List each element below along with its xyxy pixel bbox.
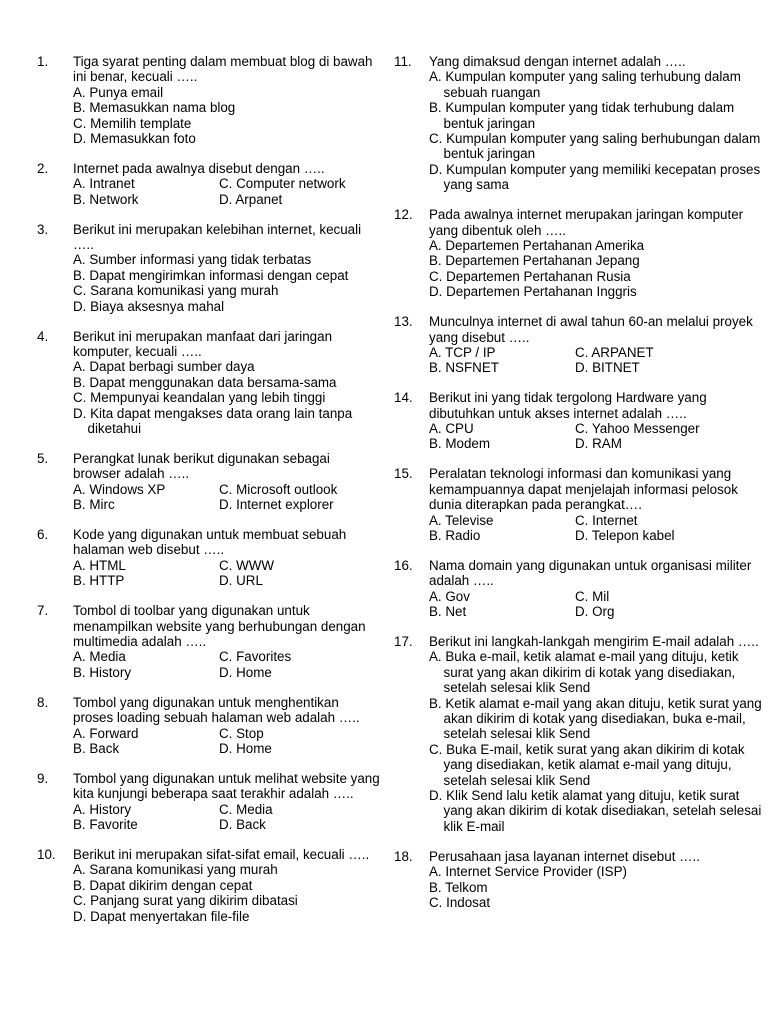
answer-option: B. Dapat mengirimkan informasi dengan cepat xyxy=(73,267,349,283)
question-number: 2. xyxy=(37,160,49,176)
question-stem: Peralatan teknologi informasi dan komunikasi yang kemampuannya dapat menjelajah informasi pelosok dunia diterapkan pada perangkat…. xyxy=(429,466,738,513)
question-number: 3. xyxy=(37,221,49,237)
question-item xyxy=(0,847,380,924)
answer-option: B. NSFNET xyxy=(429,360,499,376)
question-number: 7. xyxy=(37,603,49,619)
answer-option: A. Intranet xyxy=(73,176,135,192)
answer-option: D. Home xyxy=(219,664,272,680)
answer-options xyxy=(73,482,380,513)
question-item xyxy=(0,54,380,146)
answer-option: D. Home xyxy=(219,740,272,756)
question-item xyxy=(394,849,768,911)
answer-option: A. Departemen Pertahanan Amerika xyxy=(429,237,645,253)
answer-option: C. Indosat xyxy=(429,895,491,910)
answer-option: D. RAM xyxy=(575,436,622,452)
answer-option: C. ARPANET xyxy=(575,344,654,360)
question-item xyxy=(394,207,768,299)
answer-option: C. Stop xyxy=(219,725,264,741)
question-number: 17. xyxy=(394,634,413,649)
answer-options xyxy=(73,558,380,589)
answer-option: C. Microsoft outlook xyxy=(219,481,338,497)
answer-option: A. Punya email xyxy=(73,84,164,100)
answer-option: A. Kumpulan komputer yang saling terhubung dalam sebuah ruangan xyxy=(429,69,741,100)
question-number: 5. xyxy=(37,450,49,466)
question-number: 15. xyxy=(394,466,413,482)
answer-option: D. Biaya aksesnya mahal xyxy=(73,298,225,314)
answer-option: B. Telkom xyxy=(429,879,488,895)
answer-options xyxy=(73,176,380,207)
answer-option: A. Media xyxy=(73,649,126,665)
question-stem: Tiga syarat penting dalam membuat blog di bawah ini benar, kecuali ….. xyxy=(73,54,373,85)
answer-option: A. Gov xyxy=(429,588,470,604)
answer-option: A. Sarana komunikasi yang murah xyxy=(73,862,278,878)
answer-option: C. Mil xyxy=(575,588,610,604)
answer-option: A. Televise xyxy=(429,512,494,528)
answer-option: D. Dapat menyertakan file-file xyxy=(73,908,250,924)
answer-options xyxy=(429,238,768,300)
question-stem: Pada awalnya internet merupakan jaringan komputer yang dibentuk oleh ….. xyxy=(429,207,744,238)
answer-option: C. Kumpulan komputer yang saling berhubungan dalam bentuk jaringan xyxy=(429,131,761,162)
answer-option: B. Memasukkan nama blog xyxy=(73,100,236,116)
answer-option: B. Dapat dikirim dengan cepat xyxy=(73,877,253,893)
question-number: 18. xyxy=(394,848,413,864)
answer-option: B. Network xyxy=(73,191,139,207)
answer-options xyxy=(429,421,768,452)
question-stem: Perusahaan jasa layanan internet disebut ….. xyxy=(429,848,700,864)
answer-options xyxy=(73,85,380,147)
answer-option: B. Kumpulan komputer yang tidak terhubung dalam bentuk jaringan xyxy=(429,100,735,131)
question-item xyxy=(394,466,768,543)
question-stem: Berikut ini merupakan kelebihan internet, kecuali ….. xyxy=(73,221,362,253)
answer-options xyxy=(429,589,768,620)
question-number: 6. xyxy=(37,527,49,543)
answer-options xyxy=(73,359,380,436)
answer-option: D. Telepon kabel xyxy=(575,527,675,543)
answer-option: A. Internet Service Provider (ISP) xyxy=(429,864,627,880)
answer-option: C. Mempunyai keandalan yang lebih tinggi xyxy=(73,390,326,406)
question-item xyxy=(394,558,768,620)
answer-option: B. Back xyxy=(73,740,120,756)
answer-option: B. Modem xyxy=(429,436,491,452)
question-number: 10. xyxy=(37,846,56,862)
answer-option: C. Media xyxy=(219,801,273,817)
answer-options xyxy=(429,345,768,376)
answer-option: D. Internet explorer xyxy=(219,497,334,513)
question-stem: Tombol yang digunakan untuk melihat website yang kita kunjungi beberapa saat terakhir adalah ….. xyxy=(73,770,380,802)
question-item xyxy=(0,603,380,680)
question-item xyxy=(394,390,768,452)
answer-option: C. Internet xyxy=(575,512,638,528)
question-stem: Berikut ini merupakan manfaat dari jaringan komputer, kecuali ….. xyxy=(73,328,333,359)
answer-options xyxy=(73,802,380,833)
question-number: 16. xyxy=(394,557,413,573)
question-stem: Kode yang digunakan untuk membuat sebuah halaman web disebut ….. xyxy=(73,527,347,558)
question-item xyxy=(0,527,380,589)
question-item xyxy=(0,695,380,757)
answer-options xyxy=(73,252,380,314)
question-stem: Perangkat lunak berikut digunakan sebagai browser adalah ….. xyxy=(73,450,330,482)
answer-option: A. TCP / IP xyxy=(429,344,496,360)
answer-option: C. Computer network xyxy=(219,176,346,192)
question-stem: Berikut ini yang tidak tergolong Hardware yang dibutuhkan untuk akses internet adalah ….. xyxy=(429,390,707,421)
answer-option: D. URL xyxy=(219,573,263,589)
answer-option: D. Kita dapat mengakses data orang lain tanpa diketahui xyxy=(73,405,353,437)
question-number: 1. xyxy=(37,54,49,69)
question-item xyxy=(0,329,380,437)
answer-options xyxy=(429,649,768,834)
answer-option: B. Ketik alamat e-mail yang akan dituju, ketik surat yang akan dikirim di kotak yang disediakan, buka e-mail, setelah selesai klik Send xyxy=(429,695,762,742)
answer-option: A. Dapat berbagi sumber daya xyxy=(73,359,255,375)
question-number: 4. xyxy=(37,328,49,344)
question-item xyxy=(0,222,380,314)
question-item xyxy=(394,54,768,193)
answer-options xyxy=(73,862,380,924)
answer-options xyxy=(429,864,768,910)
answer-option: A. HTML xyxy=(73,557,126,573)
question-item xyxy=(0,451,380,513)
answer-option: D. Kumpulan komputer yang memiliki kecepatan proses yang sama xyxy=(429,161,761,193)
answer-option: D. Departemen Pertahanan Inggris xyxy=(429,284,637,300)
answer-option: B. Departemen Pertahanan Jepang xyxy=(429,253,640,269)
question-number: 11. xyxy=(394,54,412,69)
answer-option: D. Klik Send lalu ketik alamat yang dituju, ketik surat yang akan dikirim di kotak disediakan, setelah selesai klik E-mail xyxy=(429,788,762,834)
answer-option: C. Favorites xyxy=(219,649,292,665)
answer-option: C. Panjang surat yang dikirim dibatasi xyxy=(73,893,298,909)
answer-option: C. Sarana komunikasi yang murah xyxy=(73,283,279,299)
answer-option: C. Memilih template xyxy=(73,115,192,131)
question-stem: Berikut ini merupakan sifat-sifat email, kecuali ….. xyxy=(73,846,370,862)
answer-option: B. Dapat menggunakan data bersama-sama xyxy=(73,374,337,390)
answer-option: B. Favorite xyxy=(73,817,138,833)
question-number: 13. xyxy=(394,314,413,330)
question-stem: Yang dimaksud dengan internet adalah ….. xyxy=(429,54,686,69)
question-item xyxy=(0,771,380,833)
answer-option: B. Mirc xyxy=(73,497,115,513)
answer-option: A. Buka e-mail, ketik alamat e-mail yang dituju, ketik surat yang akan dikirim di kotak yang disediakan, setelah selesai klik Send xyxy=(429,649,739,696)
answer-option: B. Net xyxy=(429,604,467,620)
answer-option: B. History xyxy=(73,664,132,680)
answer-option: A. CPU xyxy=(429,421,474,437)
right-question-column xyxy=(394,54,768,925)
answer-option: D. Memasukkan foto xyxy=(73,131,196,147)
question-number: 9. xyxy=(37,770,49,786)
answer-option: A. Sumber informasi yang tidak terbatas xyxy=(73,252,312,268)
answer-option: D. Org xyxy=(575,604,615,620)
answer-option: A. History xyxy=(73,801,132,817)
question-number: 12. xyxy=(394,207,413,223)
answer-option: C. WWW xyxy=(219,557,275,573)
answer-option: B. HTTP xyxy=(73,573,125,589)
answer-option: C. Departemen Pertahanan Rusia xyxy=(429,268,631,284)
question-item xyxy=(394,634,768,834)
question-stem: Munculnya internet di awal tahun 60-an melalui proyek yang disebut ….. xyxy=(429,314,753,345)
question-stem: Tombol di toolbar yang digunakan untuk menampilkan website yang berhubungan dengan multimedia adalah ….. xyxy=(73,603,366,649)
answer-option: D. Back xyxy=(219,817,266,833)
question-item xyxy=(394,314,768,376)
question-number: 14. xyxy=(394,390,413,406)
question-stem: Nama domain yang digunakan untuk organisasi militer adalah ….. xyxy=(429,557,752,589)
answer-option: C. Buka E-mail, ketik surat yang akan dikirim di kotak yang disediakan, ketik alamat e-mail yang dituju, setelah selesai klik Send xyxy=(429,741,745,788)
answer-option: D. BITNET xyxy=(575,360,640,376)
answer-option: C. Yahoo Messenger xyxy=(575,421,700,437)
answer-option: D. Arpanet xyxy=(219,191,283,207)
question-stem: Internet pada awalnya disebut dengan ….. xyxy=(73,160,325,176)
answer-options xyxy=(429,513,768,544)
answer-option: A. Windows XP xyxy=(73,481,166,497)
answer-options xyxy=(73,649,380,680)
answer-option: A. Forward xyxy=(73,725,139,741)
answer-options xyxy=(429,69,768,192)
question-item xyxy=(0,161,380,207)
left-question-column xyxy=(0,54,380,939)
question-stem: Berikut ini langkah-lankgah mengirim E-mail adalah ….. xyxy=(429,634,759,649)
answer-option: B. Radio xyxy=(429,527,481,543)
question-number: 8. xyxy=(37,694,49,710)
answer-options xyxy=(73,726,380,757)
question-stem: Tombol yang digunakan untuk menghentikan proses loading sebuah halaman web adalah ….. xyxy=(73,694,360,726)
